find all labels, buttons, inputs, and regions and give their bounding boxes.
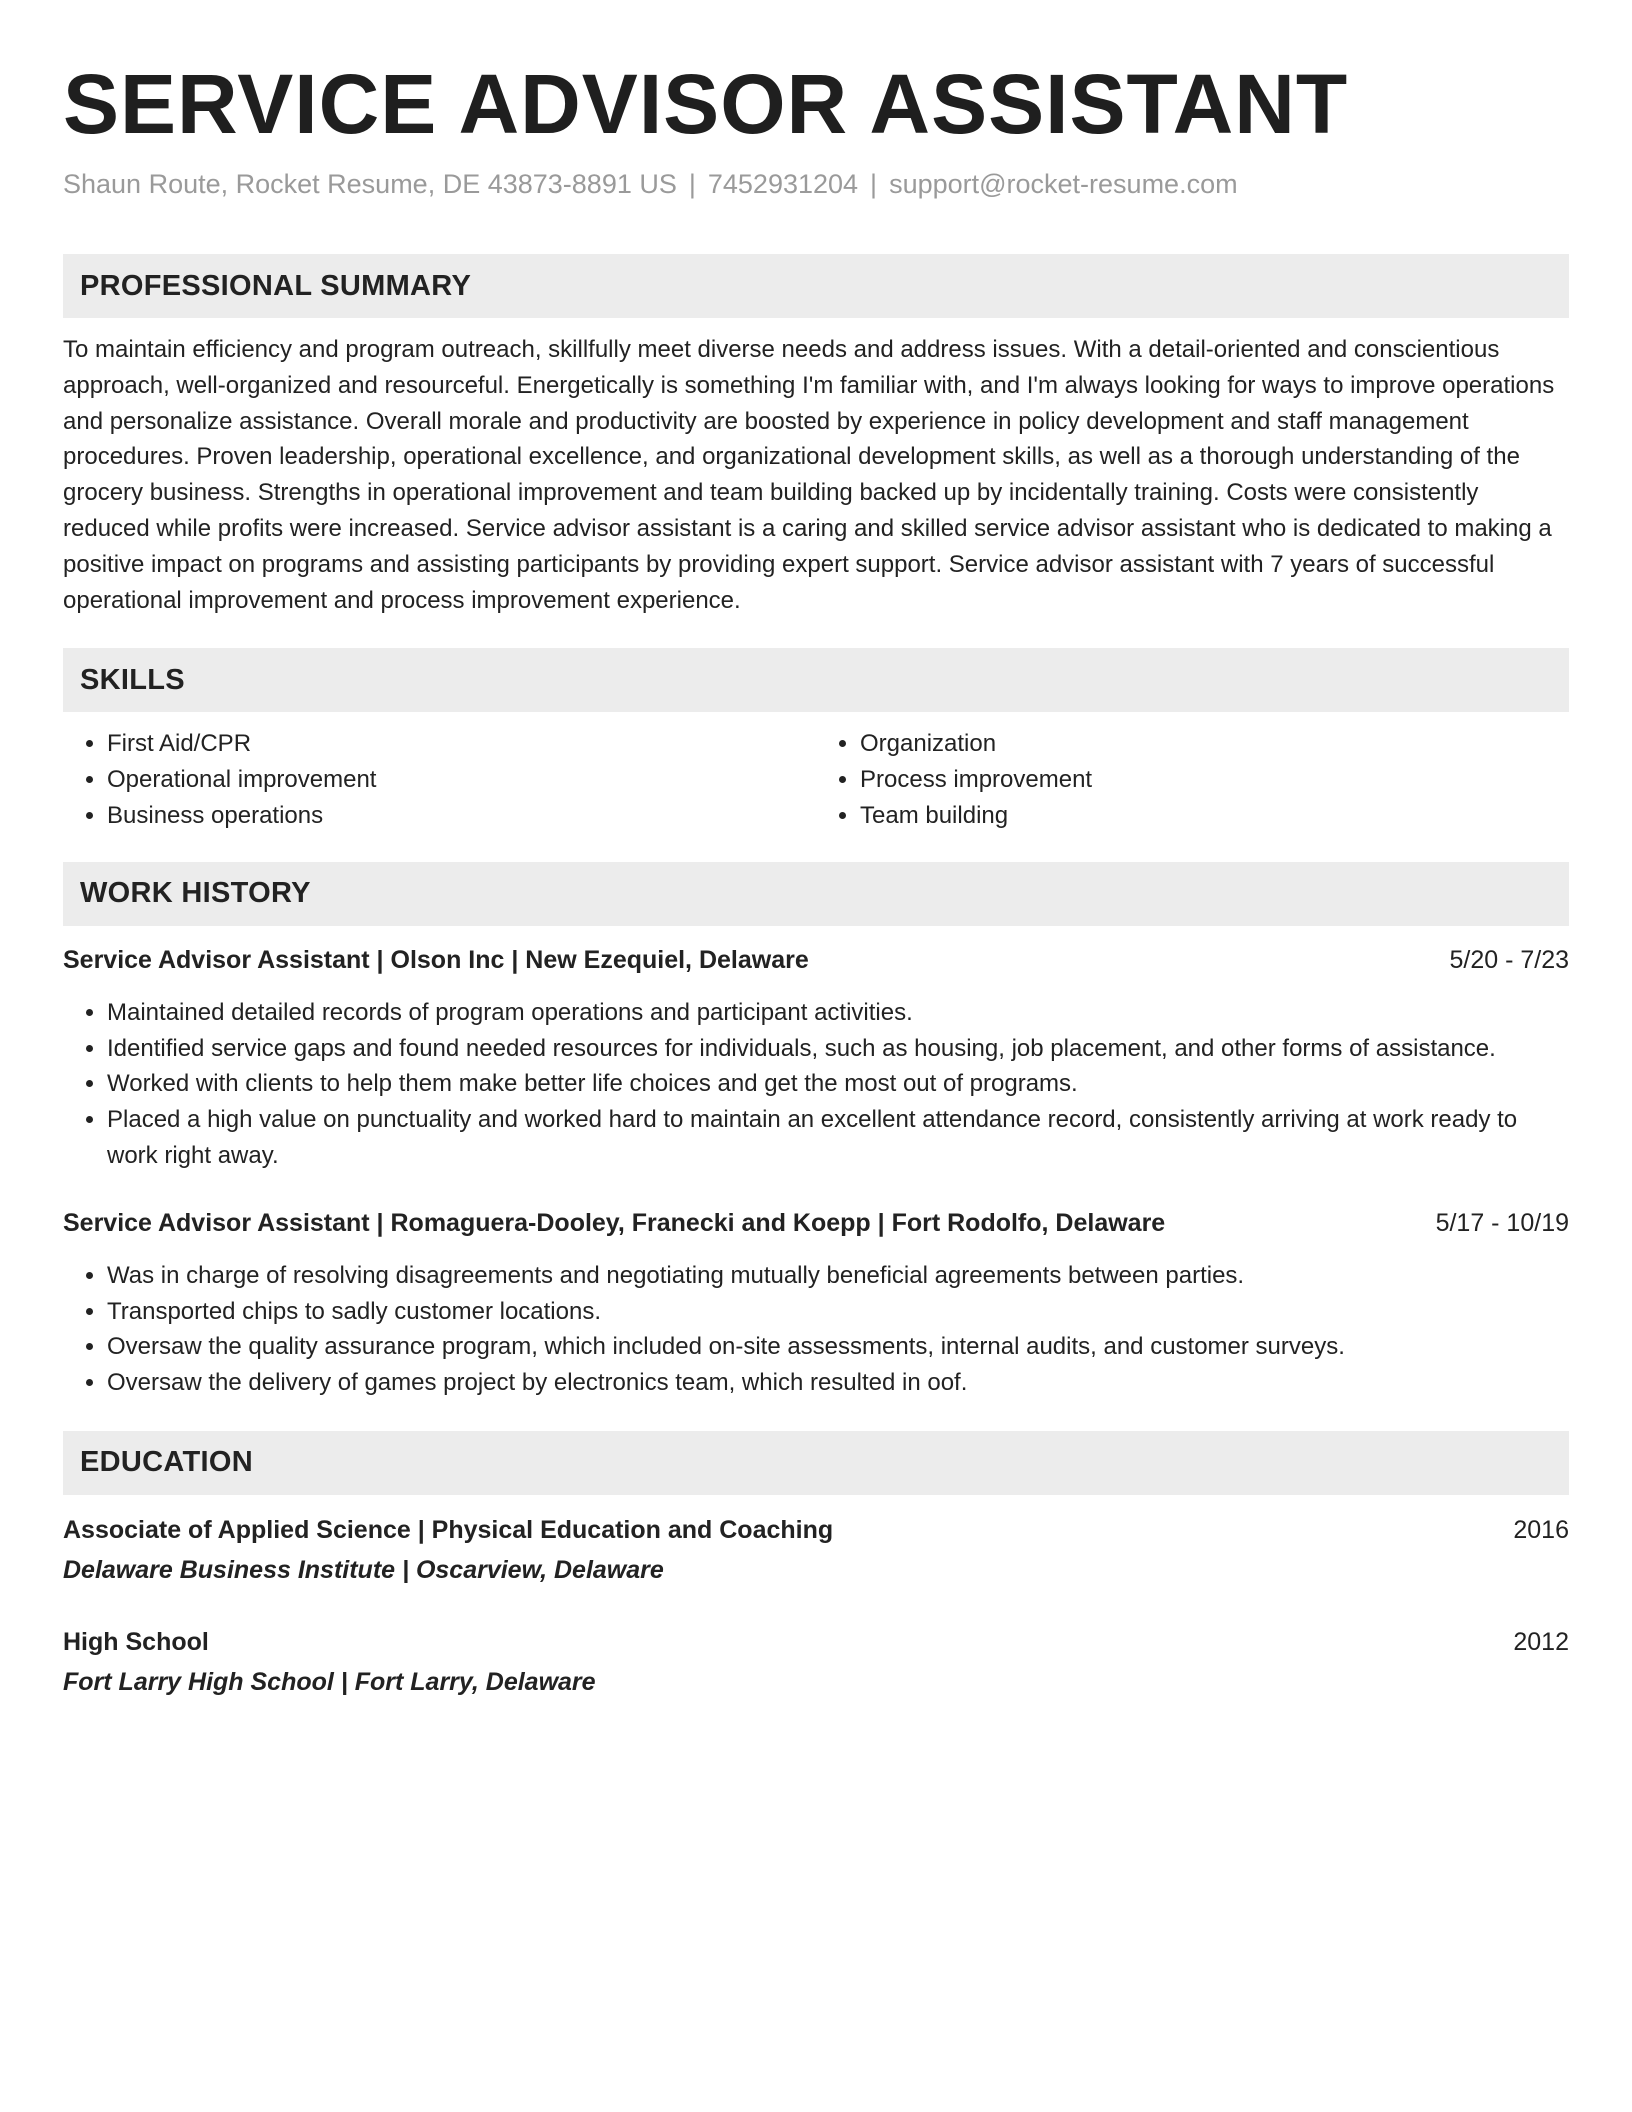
job-duty: • Oversaw the delivery of games project by electronics team, which resulted in oof. bbox=[107, 1365, 1569, 1401]
contact-separator: | bbox=[688, 169, 696, 199]
job-duty: • Transported chips to sadly customer locations. bbox=[107, 1294, 1569, 1330]
skill-item: • Business operations bbox=[107, 798, 816, 834]
job-duty: • Identified service gaps and found needed resources for individuals, such as housing, job placement, and other forms of assistance. bbox=[107, 1031, 1569, 1067]
contact-phone: 7452931204 bbox=[707, 169, 859, 199]
skill-item: • Organization bbox=[860, 726, 1569, 762]
skill-item: • Process improvement bbox=[860, 762, 1569, 798]
skills-heading: SKILLS bbox=[63, 648, 1569, 712]
job-title: Service Advisor Assistant | Olson Inc | New Ezequiel, Delaware bbox=[63, 945, 809, 974]
job-duties bbox=[63, 1258, 1569, 1401]
education-year: 2016 bbox=[1513, 1515, 1569, 1544]
job-duty: • Placed a high value on punctuality and worked hard to maintain an excellent attendance record, consistently arriving at work ready to work right away. bbox=[107, 1102, 1569, 1174]
job-header bbox=[63, 1205, 1569, 1241]
job-duty: • Maintained detailed records of program operations and participant activities. bbox=[107, 995, 1569, 1031]
education-heading: EDUCATION bbox=[63, 1431, 1569, 1495]
skill-item: • First Aid/CPR bbox=[107, 726, 816, 762]
work-history-heading: WORK HISTORY bbox=[63, 862, 1569, 926]
summary-text: To maintain efficiency and program outreach, skillfully meet diverse needs and address issues. With a detail-oriented and conscientious approach, well-organized and resourceful. Energetically is something I'm familiar with, and I'm always looking for ways to improve operations and personalize assistance. Overall morale and productivity are boosted by experience in policy development and staff management procedures. Proven leadership, operational excellence, and organizational development skills, as well as a thorough understanding of the grocery business. Strengths in operational improvement and team building backed up by incidentally training. Costs were consistently reduced while profits were increased. Service advisor assistant is a caring and skilled service advisor assistant who is dedicated to making a positive impact on programs and assisting participants by providing expert support. Service advisor assistant with 7 years of successful operational improvement and process improvement experience. bbox=[63, 336, 1555, 614]
education-degree: High School bbox=[63, 1627, 209, 1656]
job-title: Service Advisor Assistant | Romaguera-Dooley, Franecki and Koepp | Fort Rodolfo, Delaware bbox=[63, 1208, 1166, 1237]
job-header bbox=[63, 942, 1569, 978]
candidate-name: SERVICE ADVISOR ASSISTANT bbox=[63, 57, 1349, 151]
education-school: Delaware Business Institute | Oscarview, Delaware bbox=[63, 1555, 664, 1584]
skills-list bbox=[63, 726, 1569, 833]
job-duty: • Oversaw the quality assurance program, which included on-site assessments, internal audits, and customer surveys. bbox=[107, 1329, 1569, 1365]
skills-column-right bbox=[816, 726, 1569, 833]
contact-separator: | bbox=[870, 169, 878, 199]
skill-item: • Team building bbox=[860, 798, 1569, 834]
skill-item: • Operational improvement bbox=[107, 762, 816, 798]
education-school: Fort Larry High School | Fort Larry, Delaware bbox=[63, 1667, 596, 1696]
contact-email: support@rocket-resume.com bbox=[889, 169, 1238, 199]
job-entry bbox=[63, 1205, 1569, 1401]
skills-column-left bbox=[63, 726, 816, 833]
education-entry bbox=[63, 1624, 1569, 1700]
job-dates: 5/17 - 10/19 bbox=[1435, 1208, 1569, 1237]
education-header bbox=[63, 1624, 1569, 1660]
education-degree: Associate of Applied Science | Physical Education and Coaching bbox=[63, 1515, 834, 1544]
job-entry bbox=[63, 942, 1569, 1174]
job-duties bbox=[63, 995, 1569, 1174]
job-duty: • Worked with clients to help them make better life choices and get the most out of programs. bbox=[107, 1066, 1569, 1102]
summary-heading: PROFESSIONAL SUMMARY bbox=[63, 254, 1569, 318]
education-header bbox=[63, 1512, 1569, 1548]
job-dates: 5/20 - 7/23 bbox=[1449, 945, 1569, 974]
education-year: 2012 bbox=[1513, 1627, 1569, 1656]
contact-line bbox=[63, 166, 1569, 202]
education-entry bbox=[63, 1512, 1569, 1588]
contact-address: Shaun Route, Rocket Resume, DE 43873-8891 US bbox=[63, 169, 677, 199]
job-duty: • Was in charge of resolving disagreements and negotiating mutually beneficial agreements between parties. bbox=[107, 1258, 1569, 1294]
